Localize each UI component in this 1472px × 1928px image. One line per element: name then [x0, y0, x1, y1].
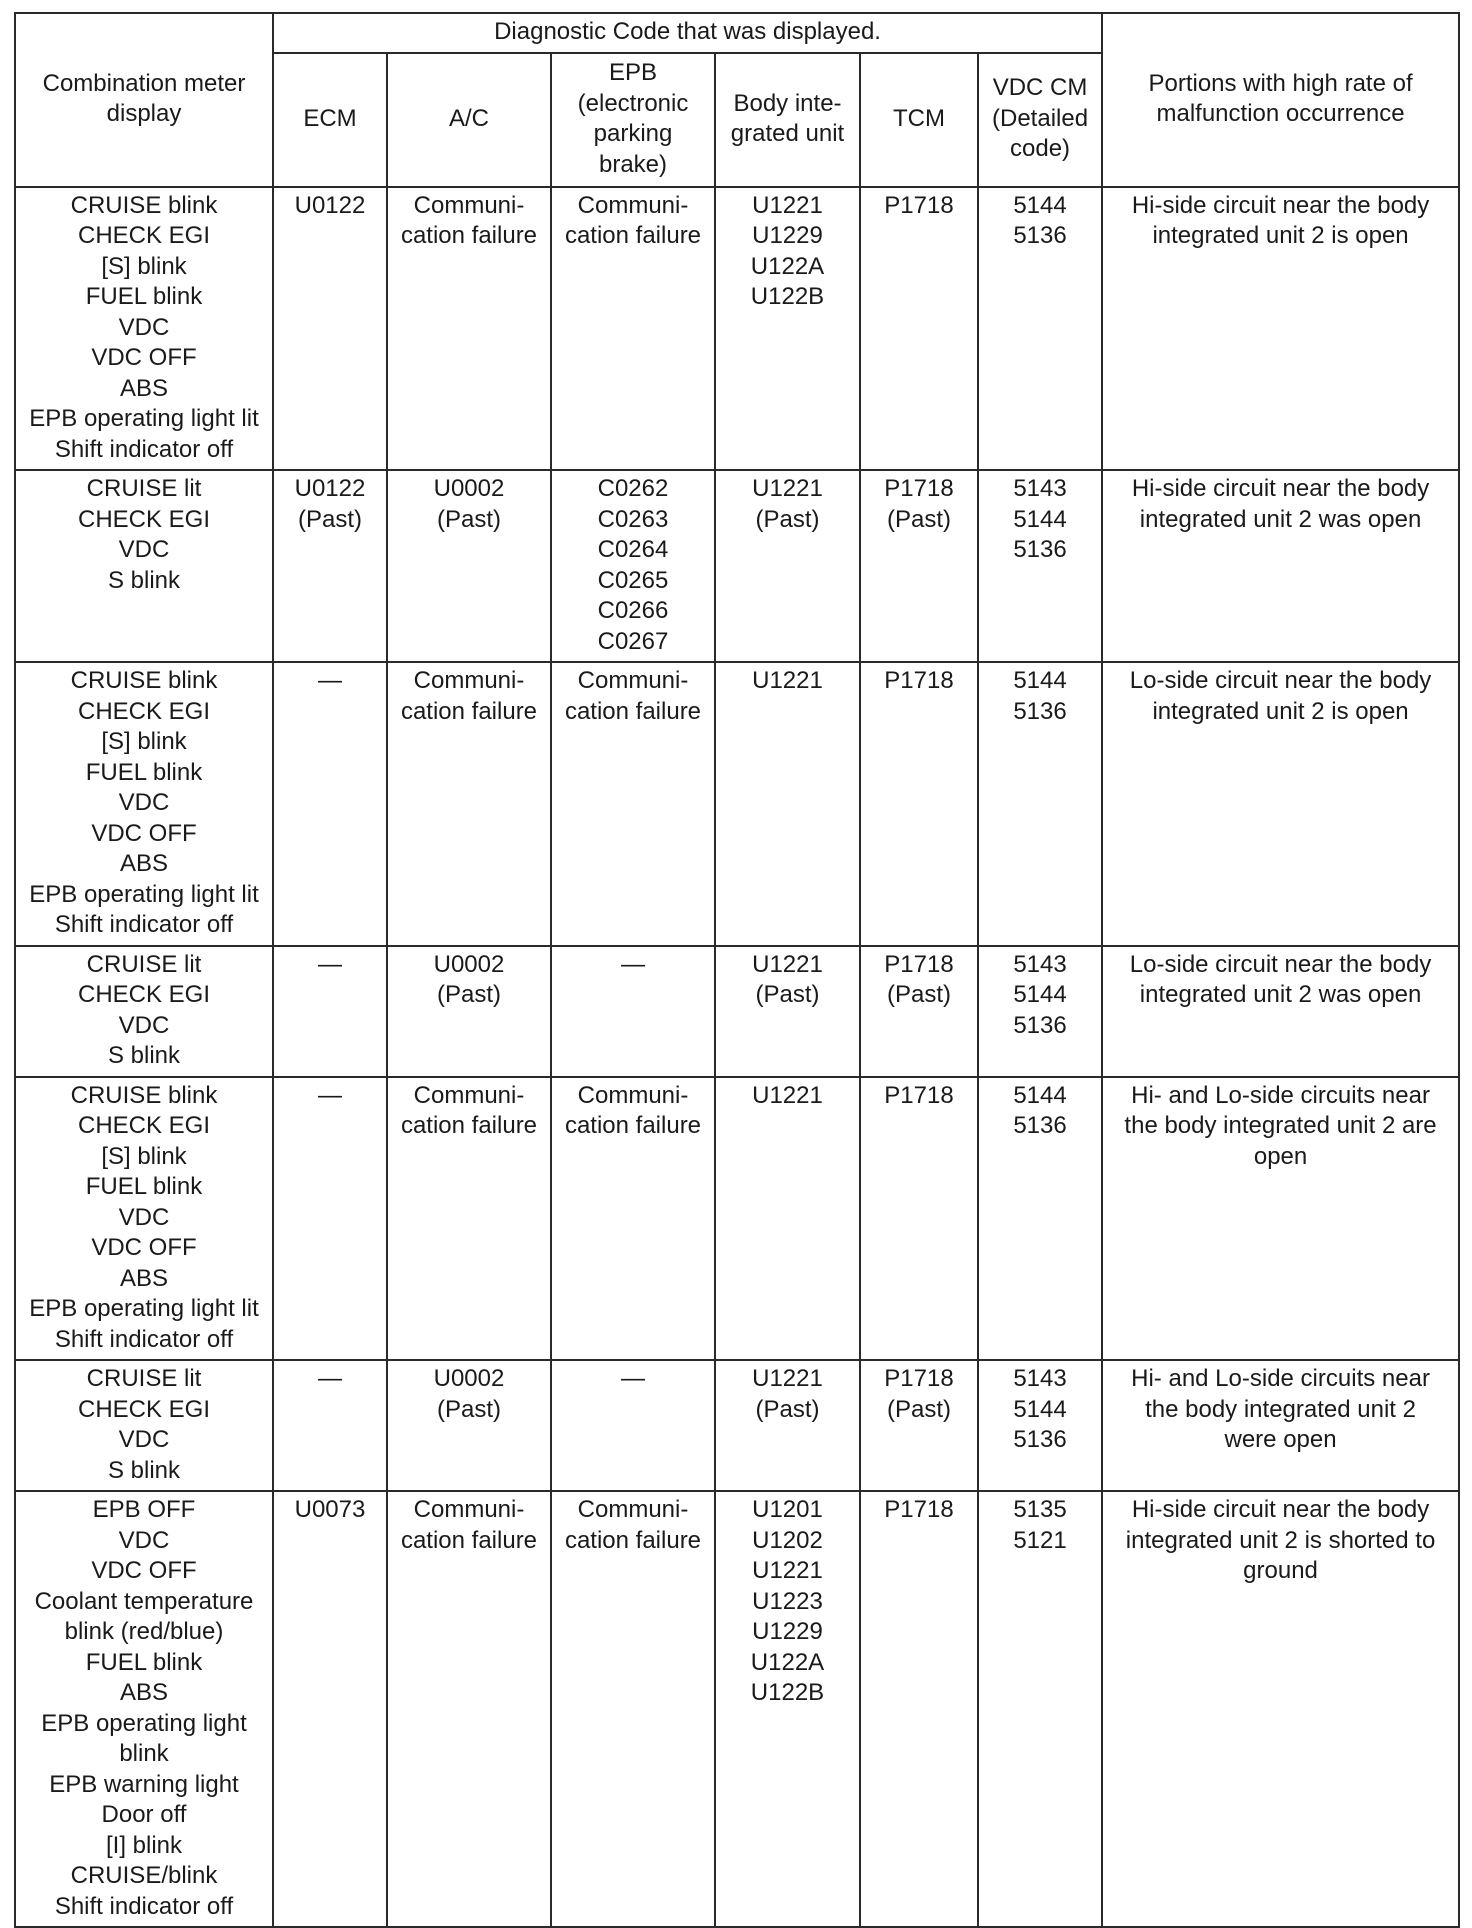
cell-line: VDC [118, 313, 170, 341]
cell-line: FUEL blink [85, 1173, 203, 1200]
cell-line: display [106, 100, 182, 128]
vdc-cm-code-cell [978, 946, 1102, 1077]
cell-line: — [318, 1081, 342, 1109]
cell-line: P1718 [884, 475, 954, 502]
tcm-code-cell [860, 187, 978, 471]
body-integrated-unit-code-cell [715, 470, 860, 662]
cell-line: VDC [118, 789, 170, 816]
cell-line: P1718 [884, 950, 954, 978]
cell-line: VDC OFF [91, 1557, 197, 1584]
combination-meter-display-cell [15, 662, 273, 946]
epb-code-cell [551, 946, 715, 1077]
cell-line: 5136 [1013, 1112, 1067, 1139]
cell-line: C0262 [597, 475, 669, 502]
cell-line: U1221 [752, 950, 823, 978]
cell-line: cation failure [564, 697, 702, 725]
vdc-cm-code-cell [978, 1077, 1102, 1361]
cell-line: Lo-side circuit near the body [1129, 950, 1432, 978]
cell-line: (Past) [436, 981, 501, 1008]
cell-line: U1202 [752, 1526, 823, 1554]
cell-line: (Past) [436, 1395, 501, 1423]
cell-line: A/C [448, 104, 489, 132]
cell-line: integrated unit 2 is open [1152, 697, 1409, 725]
cell-line: blink [119, 1740, 169, 1767]
tcm-code-cell [860, 470, 978, 662]
cell-line: were open [1224, 1426, 1337, 1453]
combination-meter-display-cell [15, 946, 273, 1077]
ac-code-cell [387, 946, 551, 1077]
cell-line: U0002 [433, 950, 505, 978]
cell-line: U1221 [752, 667, 823, 694]
cell-line: Shift indicator off [54, 435, 234, 463]
ac-code-cell [387, 1491, 551, 1927]
ac-code-cell [387, 1360, 551, 1491]
cell-line: U1229 [752, 1618, 823, 1645]
cell-line: C0263 [597, 505, 669, 533]
cell-line: — [318, 950, 342, 978]
cell-line: Communi- [413, 1496, 525, 1523]
cell-line: VDC OFF [91, 344, 197, 371]
vdc-cm-code-cell [978, 1360, 1102, 1491]
cell-line: EPB OFF [92, 1496, 196, 1523]
cell-line: U122A [750, 252, 825, 280]
cell-line: S blink [107, 1042, 181, 1069]
header-portions-high-rate [1102, 13, 1459, 187]
cell-line: Shift indicator off [54, 911, 234, 938]
cell-line: 5144 [1013, 191, 1067, 219]
cell-line: blink (red/blue) [64, 1618, 224, 1645]
cell-line: (electronic [577, 89, 689, 117]
cell-line: (Past) [886, 505, 951, 533]
cell-line: FUEL blink [85, 283, 203, 310]
cell-line: EPB warning light [49, 1770, 239, 1798]
cell-line: integrated unit 2 is open [1152, 222, 1409, 249]
table-row [15, 662, 1459, 946]
cell-line: P1718 [884, 667, 954, 694]
cell-line: ABS [119, 850, 169, 877]
cell-line: 5143 [1013, 1365, 1067, 1392]
ecm-code-cell [273, 470, 387, 662]
cell-line: P1718 [884, 191, 954, 219]
cell-line: (Past) [755, 505, 820, 533]
table-row [15, 470, 1459, 662]
cell-line: cation failure [564, 1112, 702, 1139]
cell-line: 5121 [1013, 1526, 1067, 1554]
tcm-code-cell [860, 1491, 978, 1927]
cell-line: U0002 [433, 1365, 505, 1392]
cell-line: VDC [118, 1203, 170, 1231]
ecm-code-cell [273, 1077, 387, 1361]
cell-line: FUEL blink [85, 1648, 203, 1676]
cell-line: cation failure [400, 1112, 538, 1139]
cell-line: EPB operating light lit [29, 880, 259, 908]
cell-line: VDC CM [992, 74, 1088, 102]
epb-code-cell [551, 1077, 715, 1361]
cell-line: S blink [107, 566, 181, 594]
cell-line: Communi- [577, 1496, 689, 1523]
cell-line: 5136 [1013, 222, 1067, 249]
cell-line: cation failure [400, 222, 538, 249]
cell-line: 5144 [1013, 1081, 1067, 1109]
cell-line: — [621, 950, 645, 978]
cell-line: U1221 [752, 1365, 823, 1392]
tcm-code-cell [860, 662, 978, 946]
cell-line: malfunction occurrence [1156, 100, 1405, 128]
ecm-code-cell [273, 187, 387, 471]
table-row [15, 946, 1459, 1077]
cell-line: EPB [608, 59, 658, 86]
cell-line: CRUISE lit [86, 950, 202, 978]
ecm-code-cell [273, 946, 387, 1077]
cell-line: Hi- and Lo-side circuits near [1131, 1081, 1430, 1109]
cell-line: CHECK EGI [77, 1112, 211, 1139]
cell-line: the body integrated unit 2 [1145, 1395, 1416, 1423]
malfunction-portion-cell [1102, 1360, 1459, 1491]
cell-line: (Past) [297, 505, 362, 533]
cell-line: [S] blink [101, 728, 187, 755]
cell-line: Coolant temperature [34, 1587, 254, 1615]
header-combination-meter-display [15, 13, 273, 187]
cell-line: Combination meter [42, 69, 246, 97]
cell-line: — [318, 667, 342, 694]
cell-line: C0265 [597, 566, 669, 594]
cell-line: Lo-side circuit near the body [1129, 667, 1432, 694]
cell-line: CRUISE blink [70, 1081, 218, 1109]
cell-line: code) [1010, 135, 1071, 163]
cell-line: U1223 [752, 1587, 823, 1615]
cell-line: VDC [118, 536, 170, 563]
cell-line: integrated unit 2 is shorted to [1125, 1526, 1436, 1554]
cell-line: 5144 [1013, 505, 1067, 533]
cell-line: brake) [598, 150, 668, 178]
cell-line: CHECK EGI [77, 981, 211, 1008]
table-body [15, 187, 1459, 1928]
cell-line: — [621, 1365, 645, 1392]
combination-meter-display-cell [15, 187, 273, 471]
cell-line: U1221 [752, 1557, 823, 1584]
cell-line: EPB operating light [41, 1709, 247, 1737]
cell-line: U1201 [752, 1496, 823, 1523]
body-integrated-unit-code-cell [715, 1077, 860, 1361]
cell-line: ground [1243, 1557, 1318, 1584]
body-integrated-unit-code-cell [715, 946, 860, 1077]
cell-line: integrated unit 2 was open [1139, 505, 1422, 533]
cell-line: 5144 [1013, 1395, 1067, 1423]
cell-line: [I] blink [105, 1831, 183, 1859]
cell-line: FUEL blink [85, 758, 203, 786]
cell-line: CRUISE lit [86, 1365, 202, 1392]
cell-line: (Past) [886, 1395, 951, 1423]
cell-line: Portions with high rate of [1148, 69, 1413, 97]
body-integrated-unit-code-cell [715, 662, 860, 946]
cell-line: parking [593, 120, 673, 147]
cell-line: CHECK EGI [77, 505, 211, 533]
cell-line: Communi- [577, 191, 689, 219]
cell-line: P1718 [884, 1365, 954, 1392]
cell-line: 5136 [1013, 1426, 1067, 1453]
cell-line: 5136 [1013, 697, 1067, 725]
cell-line: C0267 [597, 627, 669, 655]
malfunction-portion-cell [1102, 662, 1459, 946]
combination-meter-display-cell [15, 1077, 273, 1361]
cell-line: ABS [119, 374, 169, 402]
cell-line: ABS [119, 1264, 169, 1292]
cell-line: cation failure [564, 1526, 702, 1554]
combination-meter-display-cell [15, 470, 273, 662]
cell-line: cation failure [564, 222, 702, 249]
cell-line: (Past) [755, 1395, 820, 1423]
cell-line: VDC OFF [91, 819, 197, 847]
combination-meter-display-cell [15, 1360, 273, 1491]
malfunction-portion-cell [1102, 1491, 1459, 1927]
cell-line: Hi-side circuit near the body [1131, 475, 1430, 502]
cell-line: Hi-side circuit near the body [1131, 1496, 1430, 1523]
cell-line: cation failure [400, 697, 538, 725]
cell-line: (Past) [436, 505, 501, 533]
cell-line: [S] blink [101, 252, 187, 280]
cell-line: Communi- [413, 191, 525, 219]
epb-code-cell [551, 1491, 715, 1927]
cell-line: ECM [303, 104, 357, 132]
table-row [15, 187, 1459, 471]
body-integrated-unit-code-cell [715, 187, 860, 471]
table-row [15, 1491, 1459, 1927]
cell-line: Communi- [413, 667, 525, 694]
malfunction-portion-cell [1102, 187, 1459, 471]
cell-line: U0002 [433, 475, 505, 502]
epb-code-cell [551, 470, 715, 662]
cell-line: VDC [118, 1426, 170, 1453]
ecm-code-cell [273, 662, 387, 946]
table-row [15, 1360, 1459, 1491]
cell-line: 5136 [1013, 1011, 1067, 1039]
cell-line: (Past) [886, 981, 951, 1008]
cell-line: 5143 [1013, 950, 1067, 978]
cell-line: ABS [119, 1679, 169, 1706]
epb-code-cell [551, 662, 715, 946]
cell-line: P1718 [884, 1496, 954, 1523]
cell-line: 5143 [1013, 475, 1067, 502]
malfunction-portion-cell [1102, 1077, 1459, 1361]
vdc-cm-code-cell [978, 470, 1102, 662]
tcm-code-cell [860, 1360, 978, 1491]
tcm-code-cell [860, 946, 978, 1077]
cell-line: Hi- and Lo-side circuits near [1131, 1365, 1430, 1392]
cell-line: CRUISE blink [70, 191, 218, 219]
ac-code-cell [387, 187, 551, 471]
combination-meter-display-cell [15, 1491, 273, 1927]
body-integrated-unit-code-cell [715, 1491, 860, 1927]
vdc-cm-code-cell [978, 1491, 1102, 1927]
cell-line: EPB operating light lit [29, 1295, 259, 1322]
header-body-integrated-unit [715, 53, 860, 187]
cell-line: open [1253, 1142, 1308, 1170]
cell-line: S blink [107, 1456, 181, 1484]
diagnostic-code-table [14, 12, 1460, 1928]
cell-line: Hi-side circuit near the body [1131, 191, 1430, 219]
cell-line: U1229 [752, 222, 823, 249]
cell-line: 5144 [1013, 667, 1067, 694]
cell-line: Shift indicator off [54, 1892, 234, 1920]
cell-line: U122B [750, 283, 825, 310]
cell-line: Body inte- [733, 89, 842, 117]
ac-code-cell [387, 1077, 551, 1361]
cell-line: Shift indicator off [54, 1325, 234, 1353]
cell-line: CRUISE lit [86, 475, 202, 502]
epb-code-cell [551, 187, 715, 471]
ecm-code-cell [273, 1360, 387, 1491]
cell-line: (Detailed [992, 104, 1089, 132]
cell-line: 5136 [1013, 536, 1067, 563]
cell-line: (Past) [755, 981, 820, 1008]
cell-line: Communi- [577, 1081, 689, 1109]
header-diagnostic-code-group: Diagnostic Code that was displayed. [273, 13, 1102, 53]
cell-line: P1718 [884, 1081, 954, 1109]
ac-code-cell [387, 662, 551, 946]
cell-line: VDC [118, 1526, 170, 1554]
malfunction-portion-cell [1102, 470, 1459, 662]
tcm-code-cell [860, 1077, 978, 1361]
header-vdc-cm [978, 53, 1102, 187]
cell-line: — [318, 1365, 342, 1392]
ecm-code-cell [273, 1491, 387, 1927]
cell-line: C0266 [597, 597, 669, 624]
body-integrated-unit-code-cell [715, 1360, 860, 1491]
cell-line: EPB operating light lit [29, 405, 259, 432]
epb-code-cell [551, 1360, 715, 1491]
header-tcm [860, 53, 978, 187]
cell-line: VDC [118, 1011, 170, 1039]
vdc-cm-code-cell [978, 662, 1102, 946]
cell-line: U1221 [752, 1081, 823, 1109]
cell-line: CHECK EGI [77, 697, 211, 725]
cell-line: U0122 [294, 191, 366, 219]
cell-line: grated unit [730, 120, 845, 147]
cell-line: [S] blink [101, 1142, 187, 1170]
cell-line: U0073 [294, 1496, 366, 1523]
cell-line: CRUISE/blink [70, 1862, 218, 1889]
cell-line: Communi- [577, 667, 689, 694]
cell-line: 5135 [1013, 1496, 1067, 1523]
cell-line: 5144 [1013, 981, 1067, 1008]
cell-line: C0264 [597, 536, 669, 563]
vdc-cm-code-cell [978, 187, 1102, 471]
header-ac [387, 53, 551, 187]
cell-line: CHECK EGI [77, 222, 211, 249]
table-row [15, 1077, 1459, 1361]
cell-line: Communi- [413, 1081, 525, 1109]
cell-line: U122A [750, 1648, 825, 1676]
header-ecm [273, 53, 387, 187]
cell-line: U1221 [752, 475, 823, 502]
header-epb [551, 53, 715, 187]
cell-line: TCM [893, 104, 945, 132]
cell-line: CRUISE blink [70, 667, 218, 694]
cell-line: cation failure [400, 1526, 538, 1554]
cell-line: integrated unit 2 was open [1139, 981, 1422, 1008]
cell-line: U122B [750, 1679, 825, 1706]
cell-line: VDC OFF [91, 1234, 197, 1261]
cell-line: U0122 [294, 475, 366, 502]
malfunction-portion-cell [1102, 946, 1459, 1077]
ac-code-cell [387, 470, 551, 662]
cell-line: the body integrated unit 2 are [1124, 1112, 1437, 1139]
cell-line: Door off [101, 1801, 187, 1828]
cell-line: CHECK EGI [77, 1395, 211, 1423]
cell-line: U1221 [752, 191, 823, 219]
